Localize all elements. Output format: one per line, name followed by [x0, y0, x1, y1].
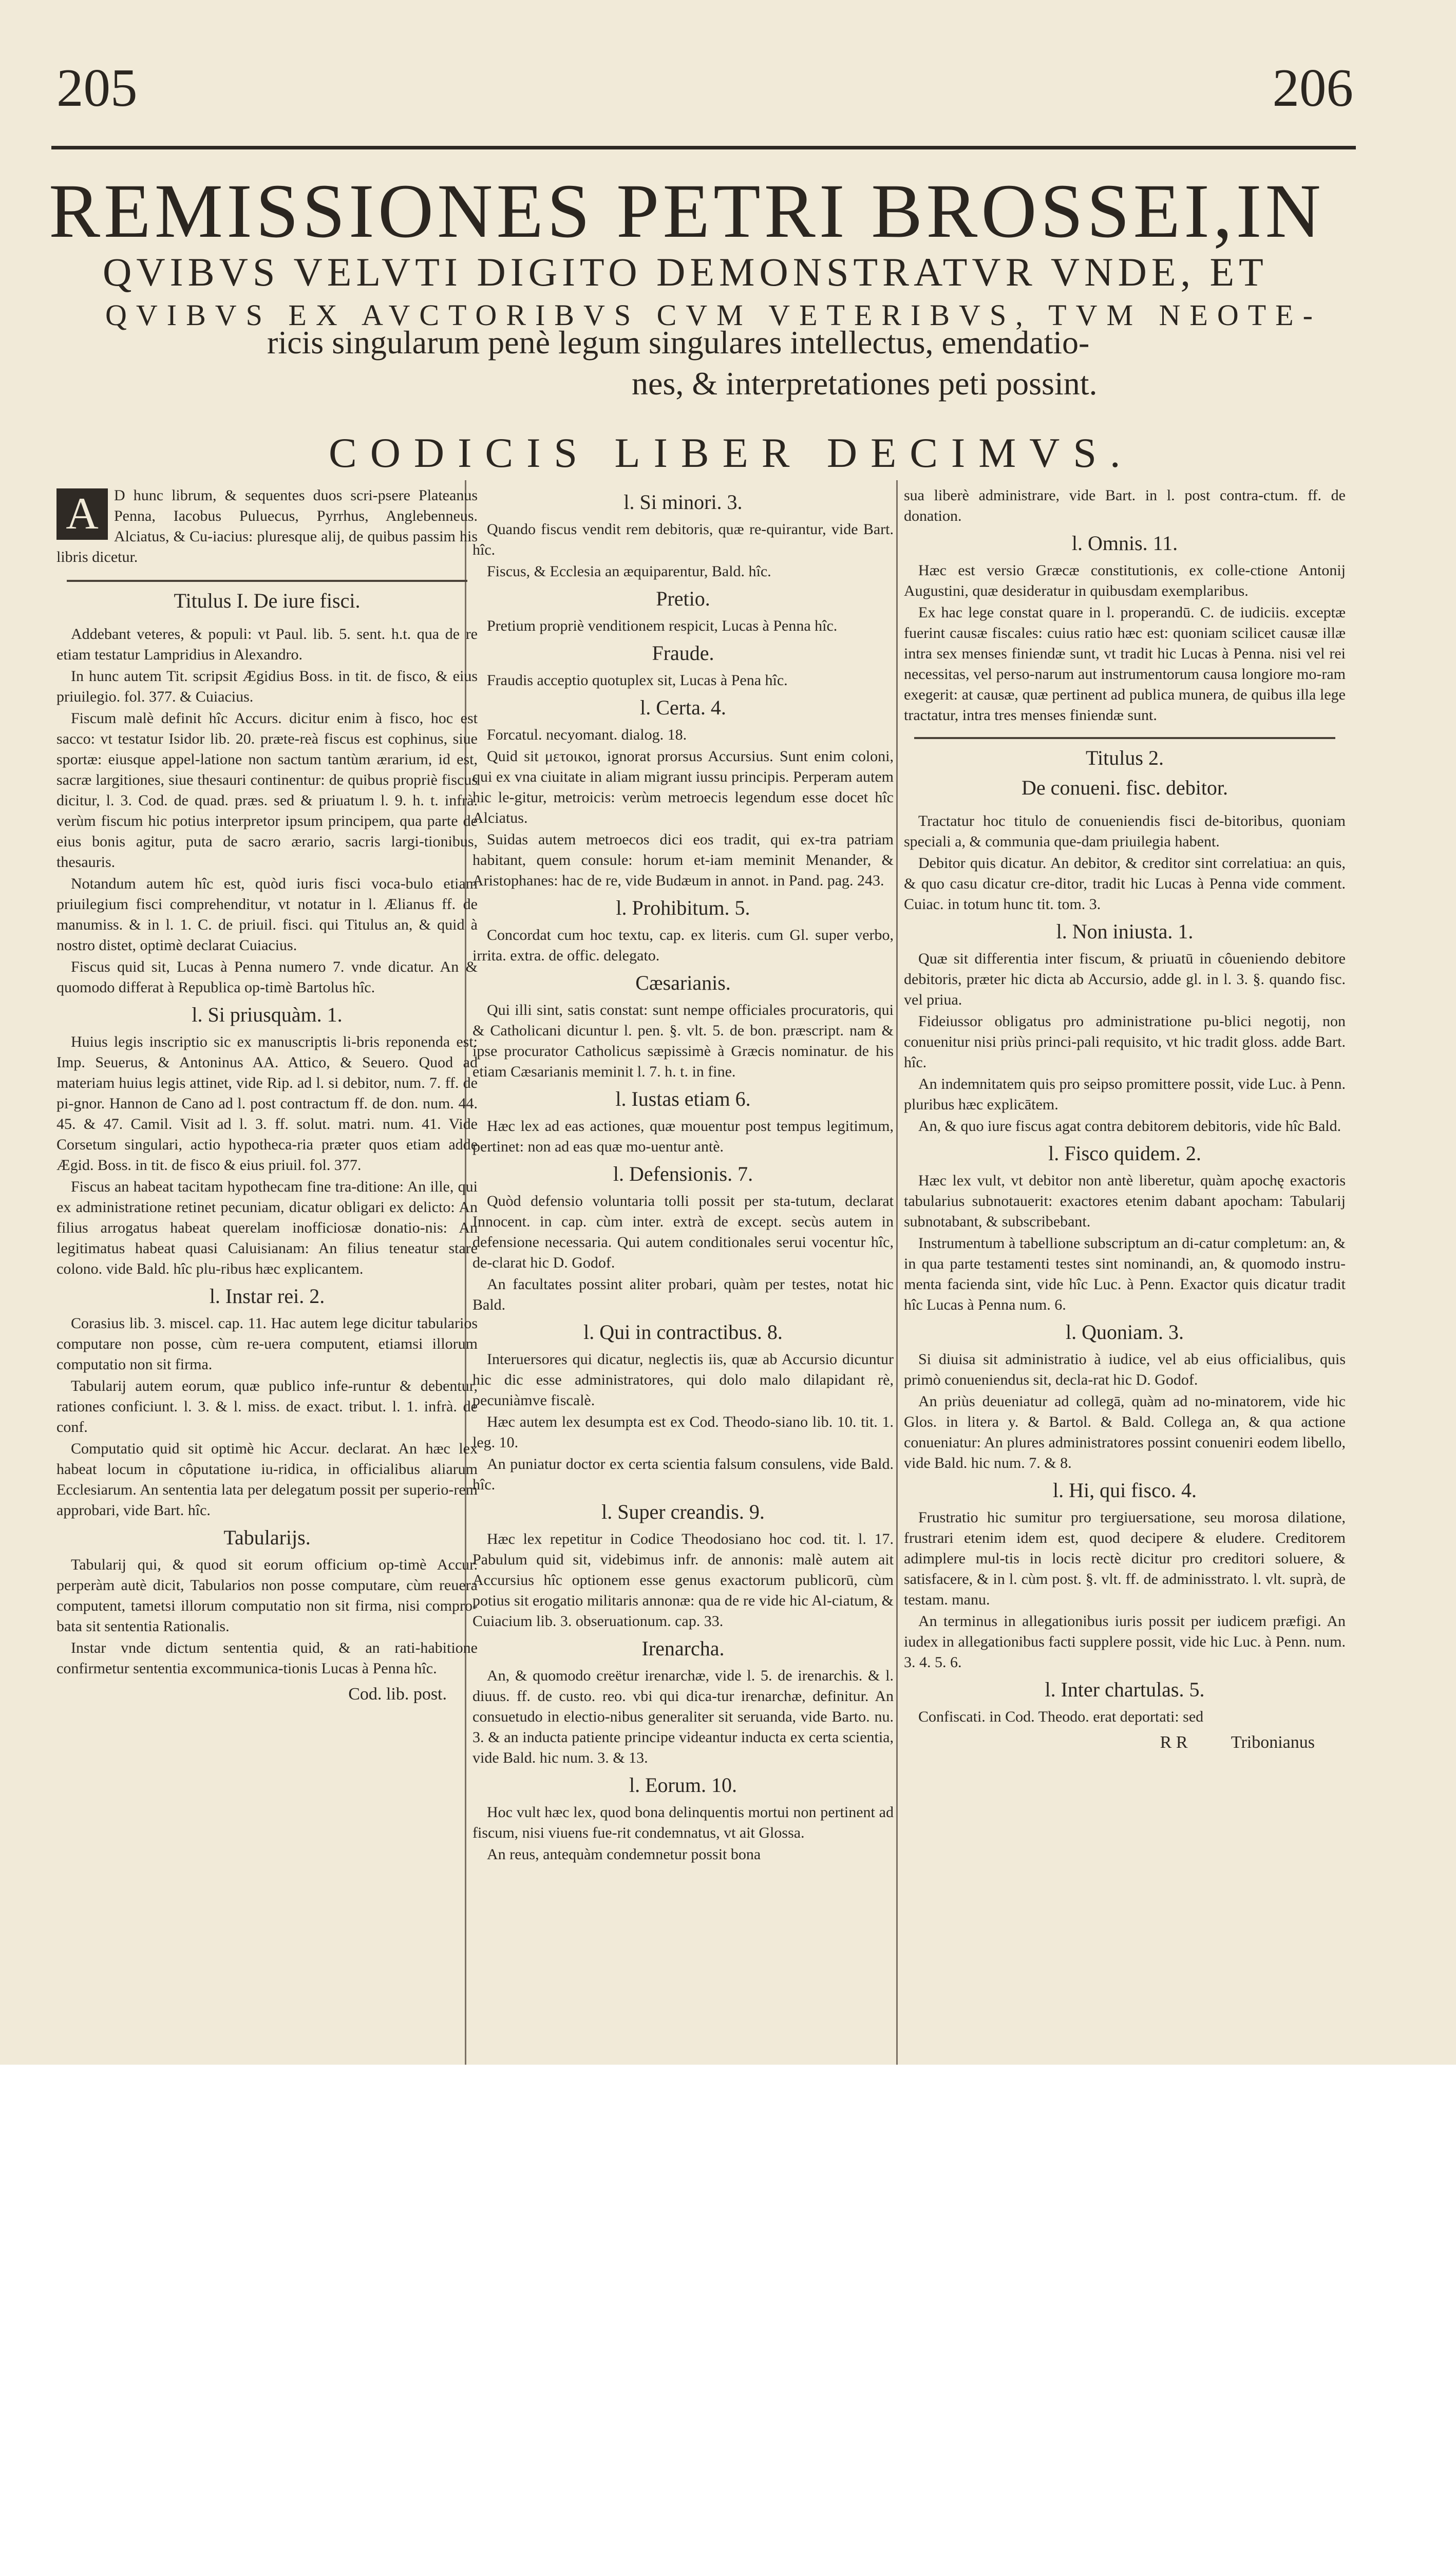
paragraph: Quando fiscus vendit rem debitoris, quæ re-quirantur, vide Bart. hîc.: [472, 521, 894, 558]
paragraph: Notandum autem hîc est, quòd iuris fisci voca-bulo etiam priuilegium fisci comprehenditur, vt notatur in l. Ælianus ff. de manumiss. & in l. 1. C. de priuil. fisci. qui Titulus an, & quid à nostro distet, optimè declarat Cuiacius.: [56, 875, 478, 954]
paragraph: In hunc autem Tit. scripsit Ægidius Boss. in tit. de fisco, & eius priuilegio. fol. 377. & Cuiacius.: [56, 668, 478, 705]
paragraph: Tabularij autem eorum, quæ publico infe-runtur & debentur, rationes conficiunt. l. 3. & l. miss. de exact. tribut. l. 1. infrà. de conf.: [56, 1377, 478, 1436]
lex-heading: Irenarcha.: [641, 1637, 725, 1660]
lex-heading: Cæsarianis.: [635, 971, 731, 994]
lex-heading: l. Certa. 4.: [640, 696, 726, 719]
lex-heading: l. Super creandis. 9.: [601, 1500, 765, 1523]
lex-heading: l. Omnis. 11.: [1071, 532, 1178, 555]
lex-heading: Fraude.: [652, 641, 714, 665]
paragraph: Concordat cum hoc textu, cap. ex literis. cum Gl. super verbo, irrita. extra. de offic. delegato.: [472, 927, 894, 964]
paragraph: An facultates possint aliter probari, quàm per testes, notat hic Bald.: [472, 1276, 894, 1313]
paragraph: Interuersores qui dicatur, neglectis iis, quæ ab Accursio dicuntur hic dic esse administratores, qui dolo malo dilapidant rè, pecuniàmve fiscalè.: [472, 1351, 894, 1409]
subtitle-line-3: ricis singularum penè legum singulares intellectus, emendatio-: [267, 324, 1090, 361]
subtitle-line-4: nes, & interpretationes peti possint.: [632, 365, 1098, 402]
column-3: [904, 485, 1346, 1753]
page-number-left: 205: [56, 58, 138, 118]
viewer-footer: [0, 2065, 1456, 2385]
paragraph: Instar vnde dictum sententia quid, & an rati-habitione confirmetur sententia excommunica-tionis Lucas à Penna hîc.: [56, 1639, 478, 1677]
lex-heading: l. Eorum. 10.: [629, 1773, 737, 1797]
subtitle-line-2: QVIBVS EX AVCTORIBVS CVM VETERIBVS, TVM NEOTE-: [105, 298, 1322, 332]
paragraph: Debitor quis dicatur. An debitor, & creditor sint correlatiua: an quis, & quo casu dicatur cre-ditor, tradit hic Lucas à Penna vide comment. Cuiac. in totum hunc tit. tom. 3.: [904, 855, 1346, 913]
book-heading: CODICIS LIBER DECIMVS.: [329, 429, 1134, 476]
paragraph: An terminus in allegationibus iuris possit per iudicem præfigi. An iudex in allegationibus facti supplere possit, vide hic Luc. à Penn. num. 3. 4. 5. 6.: [904, 1613, 1346, 1671]
paragraph: Hoc vult hæc lex, quod bona delinquentis mortui non pertinent ad fiscum, nisi viuens fue-rit condemnatus, vt ait Glossa.: [472, 1804, 894, 1841]
paragraph: Quid sit μετοικοι, ignorat prorsus Accursius. Sunt enim coloni, qui ex vna ciuitate in aliam migrant iussu principis. Perperam autem hic le-gitur, metroicis: verùm metroecis legendum esse docet hîc Alciatus.: [472, 748, 894, 826]
paragraph: Qui illi sint, satis constat: sunt nempe officiales procuratoris, qui & Catholicani dicuntur l. pen. §. vlt. 5. de bon. præscript. nam & ipse procurator Catholicus sæpissimè à Græcis nominatur. de his etiam Cæsarianis meminit l. 7. h. t. in fine.: [472, 1002, 894, 1080]
paragraph: Fiscus, & Ecclesia an æquiparentur, Bald. hîc.: [487, 563, 771, 580]
paragraph: Hæc est versio Græcæ constitutionis, ex colle-ctione Antonij Augustini, quæ desideratur in quibusdam exemplaribus.: [904, 562, 1346, 599]
lex-heading: Pretio.: [656, 587, 710, 610]
paragraph: Tractatur hoc titulo de conueniendis fisci de-bitoribus, quoniam speciali a, & communia que-dam priuilegia habent.: [904, 813, 1346, 850]
lex-heading: l. Si priusquàm. 1.: [192, 1003, 343, 1026]
paragraph: Huius legis inscriptio sic ex manuscriptis li-bris reponenda est: Imp. Seuerus, & Antoninus AA. Attico, & Seuero. Quod ad materiam huius legis attinet, vide Rip. ad l. si debitor, num. 7. ff. de pi-gnor. Hannon de Cano ad l. post contractum ff. de don. num. 44. 45. & 47. Camil. Visit ad l. 3. ff. solut. matri. num. 41. Vide Corsetum singulari, actio hypotheca-ria præter quos etiam adde Ægid. Boss. in tit. de fisco & eius priuil. fol. 377.: [56, 1033, 478, 1174]
paragraph: Fideiussor obligatus pro administratione pu-blici negotij, non conuenitur nisi priùs princi-pali requisito, vt hic tradit gloss. adde Bart. hîc.: [904, 1013, 1346, 1071]
header-rule: [51, 146, 1356, 149]
paragraph: Fiscus quid sit, Lucas à Penna numero 7. vnde dicatur. An & quomodo differat à Republica op-timè Bartolus hîc.: [56, 958, 478, 996]
paragraph: Hæc lex ad eas actiones, quæ mouentur post tempus legitimum, pertinet: non ad eas quæ mo-uentur antè.: [472, 1118, 894, 1155]
paragraph: Tabularij qui, & quod sit eorum officium op-timè Accur. perperàm autè dicit, Tabularios non posse computare, cùm reuera computent, tametsi illorum computatio non sit firma, nisi compro-bata sit sententia Rationalis.: [56, 1556, 478, 1635]
paragraph: Forcatul. necyomant. dialog. 18.: [487, 726, 687, 743]
decorated-initial: A: [56, 488, 108, 540]
paragraph: Hæc autem lex desumpta est ex Cod. Theodo-siano lib. 10. tit. 1. leg. 10.: [472, 1413, 894, 1451]
paragraph: sua liberè administrare, vide Bart. in l. post contra-ctum. ff. de donation.: [904, 487, 1346, 524]
paragraph: Fiscus an habeat tacitam hypothecam fine tra-ditione: An ille, qui ex administratione retinet pecuniam, dicatur obligari ex delicto: An filius arrogatus habeat querelam inofficiosæ donatio-nis: An legitimatus habeat quasi Caluisianam: An filius teneatur stare colono. vide Bald. hîc plu-ribus hæc explicantem.: [56, 1178, 478, 1277]
paragraph: Si diuisa sit administratio à iudice, vel ab eius officialibus, quis primò conueniendus sit, decla-rat hic D. Godof.: [904, 1351, 1346, 1388]
column-1: [56, 485, 478, 1705]
paragraph: Frustratio hic sumitur pro tergiuersatione, seu morosa dilatione, frustrari etenim idem est, quod decipere & eludere. Creditorem adimplere mul-tis in locis rectè dicitur pro creditori soluere, & satisfacere, & in l. cùm post. §. vlt. ff. de adminisstrato. l. vlt. suprà, de testam. manu.: [904, 1509, 1346, 1608]
lex-heading: l. Non iniusta. 1.: [1056, 920, 1194, 943]
titulus-heading: Titulus I. De iure fisci.: [174, 589, 361, 612]
titulus-subheading: De conueni. fisc. debitor.: [1021, 776, 1228, 799]
paragraph: Corasius lib. 3. miscel. cap. 11. Hac autem lege dicitur tabularios computare non posse, cùm re-uera computent, etiamsi illorum computatio non sit firma.: [56, 1315, 478, 1373]
paragraph: Fraudis acceptio quotuplex sit, Lucas à Pena hîc.: [487, 672, 788, 689]
catchword: Cod. lib. post.: [348, 1685, 447, 1704]
paragraph: Hæc lex repetitur in Codice Theodosiano hoc cod. tit. l. 17. Pabulum quid sit, videbimus infr. de annonis: malè autem ait Accursius hîc optionem esse genus exactorum publicorū, cùm potius sit erogatio militaris annonæ: qua de re vide hic Al-ciatum, & Cuiacium lib. 3. obseruationum. cap. 33.: [472, 1531, 894, 1630]
lex-heading: l. Quoniam. 3.: [1066, 1320, 1184, 1344]
paragraph: Hæc lex vult, vt debitor non antè liberetur, quàm apochę exactoris tabularius subnotauerit: exactores etenim dabant apocham: Tabularij subnotabant, & subscribebant.: [904, 1172, 1346, 1230]
separator: [914, 737, 1335, 739]
catchword: R R Tribonianus: [1160, 1733, 1315, 1752]
column-divider-2: [896, 480, 898, 2065]
paragraph: An, & quo iure fiscus agat contra debitorem debitoris, vide hîc Bald.: [918, 1118, 1341, 1135]
separator: [67, 580, 467, 582]
lex-heading: l. Iustas etiam 6.: [615, 1087, 751, 1110]
paragraph: Addebant veteres, & populi: vt Paul. lib. 5. sent. h.t. qua de re etiam testatur Lampridius in Alexandro.: [56, 626, 478, 663]
paragraph: Quæ sit differentia inter fiscum, & priuatū in côueniendo debitore debitoris, præter hic dicta ab Accursio, adde gl. in l. 3. §. quando fisc. vel priua.: [904, 950, 1346, 1008]
titulus-heading: Titulus 2.: [1086, 746, 1164, 769]
paragraph: Fiscum malè definit hîc Accurs. dicitur enim à fisco, hoc est sacco: vt testatur Isidor lib. 20. præte-reà fiscus est cophinus, siue sportæ: eiusque appel-latione non sactum tantùm ærarium, id est, sacræ largitiones, siue thesauri continentur: de quibus propriè fiscus dicitur, l. 3. Cod. de quad. præs. sed & priuatum l. 9. h. t. infrà. verùm fiscum hic potius interpretor ipsum principem, qua parte de eius bonis agitur, puta de sacro ærario, sacris largi-tionibus, thesauris.: [56, 710, 478, 871]
lex-heading: l. Prohibitum. 5.: [616, 896, 750, 919]
paragraph: Quòd defensio voluntaria tolli possit per sta-tutum, declarat Innocent. in cap. cùm inter. extrà de except. secùs autem in defensione necessaria. Qui autem conditionales serui vocentur hîc, de-clarat hic D. Godof.: [472, 1193, 894, 1271]
lex-heading: l. Inter chartulas. 5.: [1045, 1678, 1205, 1701]
lex-heading: l. Qui in contractibus. 8.: [583, 1320, 783, 1344]
column-2: [472, 485, 894, 1866]
lex-heading: l. Si minori. 3.: [623, 490, 743, 514]
lex-heading: l. Hi, qui fisco. 4.: [1053, 1479, 1197, 1502]
paragraph: An priùs deueniatur ad collegā, quàm ad no-minatorem, vide hic Glos. in litera y. & Bartol. & Bald. Collega an, & qua actione conueniatur: An plures administratores possint conueniri eodem libello, vide Bald. hic num. 7. & 8.: [904, 1393, 1346, 1471]
paragraph: Confiscati. in Cod. Theodo. erat deportati: sed: [918, 1708, 1204, 1725]
paragraph: Ex hac lege constat quare in l. properandū. C. de iudiciis. exceptæ fuerint causæ fiscales: cuius ratio hæc est: quoniam scilicet causæ illæ intra sex menses finiendæ sunt, vt tradit hic Lucas à Penna. nisi vel rei necessitas, vel perso-narum aut instrumentorum causa longiore mo-ram exegerit: at causæ, quæ pertinent ad publica munera, de quibus illa lege tractatur, intra tres menses finiendæ sunt.: [904, 604, 1346, 724]
paragraph: Computatio quid sit optimè hic Accur. declarat. An hæc lex habeat locum in côputatione iu-ridica, in officialibus aliarum Ecclesiarum. An sententia lata per delegatum possit per superio-rem approbari, vide Bart. hîc.: [56, 1440, 478, 1519]
subtitle-line-1: QVIBVS VELVTI DIGITO DEMONSTRATVR VNDE, ET: [103, 250, 1268, 294]
lex-heading: Tabularijs.: [223, 1526, 311, 1549]
paragraph: An reus, antequàm condemnetur possit bona: [487, 1846, 761, 1863]
paragraph: An puniatur doctor ex certa scientia falsum consulens, vide Bald. hîc.: [472, 1456, 894, 1493]
lex-heading: l. Instar rei. 2.: [209, 1285, 325, 1308]
paragraph: Instrumentum à tabellione subscriptum an di-catur completum: an, & in qua parte testamenti testes sint nominandi, an, & quomodo instru-menta facienda sint, vide hîc Luc. à Penn. Exactor quis dicatur tradit hîc Lucas à Penna num. 6.: [904, 1235, 1346, 1313]
lex-heading: l. Defensionis. 7.: [613, 1162, 753, 1185]
page-title: REMISSIONES PETRI BROSSEI,IN: [49, 168, 1325, 254]
lex-heading: l. Fisco quidem. 2.: [1048, 1142, 1201, 1165]
intro-paragraph: A D hunc librum, & sequentes duos scri-psere Plateanus Penna, Iacobus Puluecus, Pyrrhus, Anglebenneus. Alciatus, & Cu-iacius: pluresque alij, de quibus passim his libris dicetur.: [56, 487, 478, 565]
paragraph: Suidas autem metroecos dici eos tradit, qui ex-tra patriam habitant, quem consule: horum et-iam meminit Menander, & Aristophanes: hac de re, vide Budæum in annot. in Pand. pag. 243.: [472, 831, 894, 889]
paragraph: An indemnitatem quis pro seipso promittere possit, vide Luc. à Penn. pluribus hæc explicātem.: [904, 1075, 1346, 1113]
paragraph: Pretium propriè venditionem respicit, Lucas à Penna hîc.: [487, 617, 838, 634]
paragraph: An, & quomodo creëtur irenarchæ, vide l. 5. de irenarchis. & l. diuus. ff. de custo. reo. vbi qui dica-tur irenarchæ, definitur. An consuetudo in electio-nibus generaliter sit seruanda, vide Barto. nu. 3. & an inducta patiente principe videantur inducta ex certa scientia, vide Bald. hic num. 3. & 13.: [472, 1667, 894, 1766]
page-number-right: 206: [1272, 58, 1353, 118]
